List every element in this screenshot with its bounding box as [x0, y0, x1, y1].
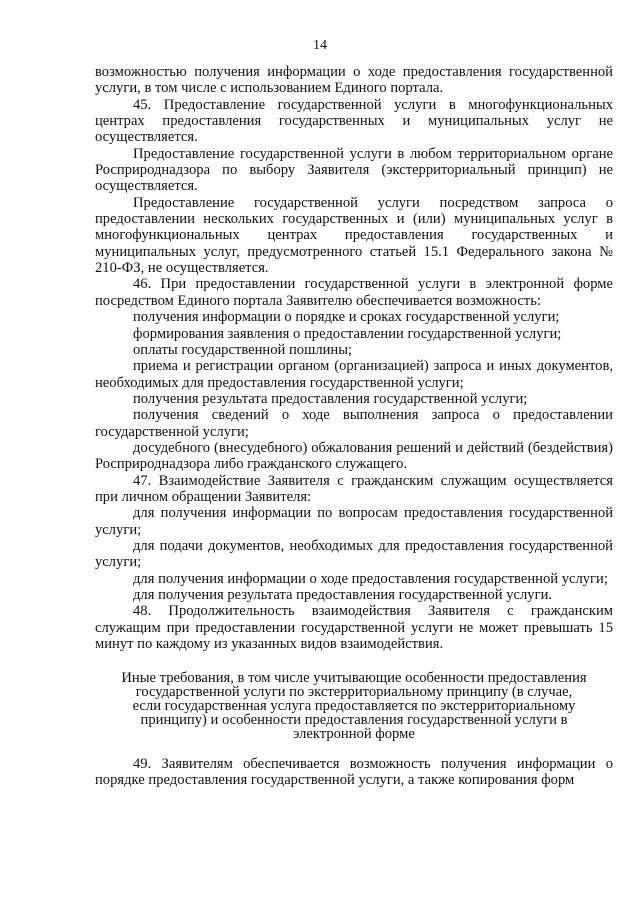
- list-item: формирования заявления о предоставлении государственной услуги;: [133, 325, 562, 342]
- list-item: приема и регистрации органом (организацией) запроса и иных документов, необходимых для предоставления государственной услуги;: [95, 358, 613, 391]
- paragraph-49: 49. Заявителям обеспечивается возможность получения информации о порядке предоставления государственной услуги, а также копирования форм: [95, 755, 613, 789]
- paragraph: Предоставление государственной услуги в любом территориальном органе Росприроднадзора по выбору Заявителя (экстерриториальный принцип) не осуществляется.: [95, 145, 613, 195]
- list-item: получения информации о порядке и сроках государственной услуги;: [133, 309, 560, 326]
- list-item: для подачи документов, необходимых для предоставления государственной услуги;: [95, 537, 613, 571]
- section-heading: Иные требования, в том числе учитывающие особенности предоставления государственной услуги по экстерриториальному принципу (в случае, если государственная услуга предоставляется по экстерриториальному принципу) и особенности предоставления государственной услуги в электронной форме: [121, 670, 587, 742]
- paragraph: возможностью получения информации о ходе предоставления государственной услуги, в том числе с использованием Единого портала.: [95, 64, 613, 97]
- paragraph-46: 46. При предоставлении государственной услуги в электронной форме посредством Единого портала Заявителю обеспечивается возможность:: [95, 276, 613, 309]
- list-item: получения сведений о ходе выполнения запроса о предоставлении государственной услуги;: [95, 407, 613, 440]
- page-number: 14: [313, 38, 327, 53]
- list-item: для получения информации о ходе предоставления государственной услуги;: [133, 570, 608, 587]
- paragraph: Предоставление государственной услуги посредством запроса о предоставлении нескольких государственных и (или) муниципальных услуг в многофункциональных центрах предоставления государственных и муниципальных услуг, предусмотренного статьей 15.1 Федерального закона № 210-ФЗ, не осуществляется.: [95, 194, 613, 277]
- list-item: оплаты государственной пошлины;: [133, 341, 353, 358]
- paragraph-47: 47. Взаимодействие Заявителя с гражданским служащим осуществляется при личном обращении Заявителя:: [95, 472, 613, 505]
- document-body: [95, 64, 613, 789]
- list-item: получения результата предоставления государственной услуги;: [133, 390, 528, 407]
- paragraph-45: 45. Предоставление государственной услуги в многофункциональных центрах предоставления государственных и муниципальных услуг не осуществляется.: [95, 96, 613, 146]
- list-item: досудебного (внесудебного) обжалования решений и действий (бездействия) Росприроднадзора либо гражданского служащего.: [95, 439, 613, 473]
- paragraph-48: 48. Продолжительность взаимодействия Заявителя с гражданским служащим при предоставлении государственной услуги не может превышать 15 минут по каждому из указанных видов взаимодействия.: [95, 603, 613, 653]
- list-item: для получения результата предоставления государственной услуги.: [133, 587, 553, 603]
- list-item: для получения информации по вопросам предоставления государственной услуги;: [95, 505, 613, 538]
